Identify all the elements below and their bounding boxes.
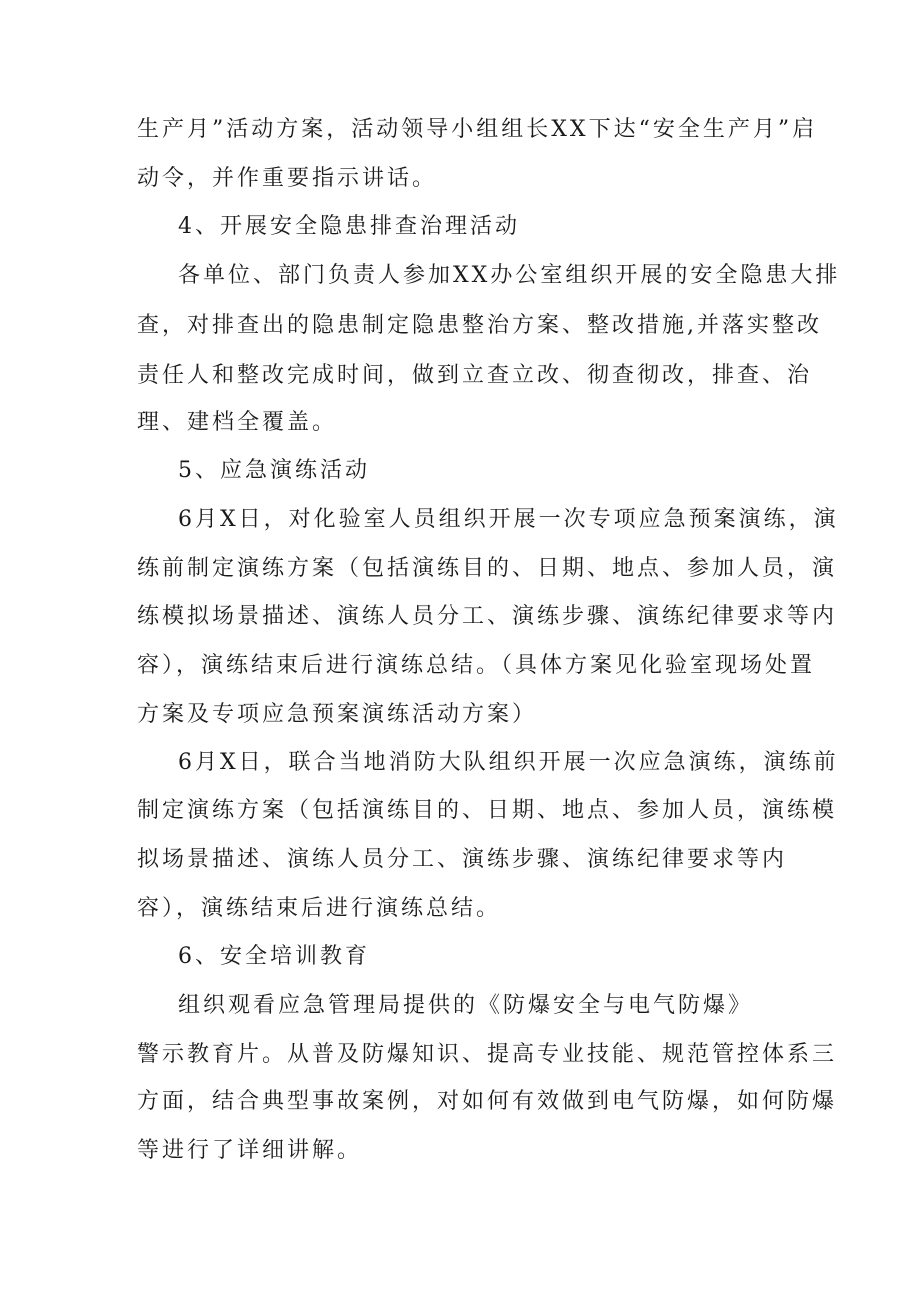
paragraph-line: 容），演练结束后进行演练总结。 xyxy=(137,896,502,921)
paragraph-line: 方案及专项应急预案演练活动方案） xyxy=(137,702,538,727)
paragraph-line: 动令，并作重要指示讲话。 xyxy=(137,166,438,191)
paragraph-line: 等进行了详细讲解。 xyxy=(137,1138,363,1163)
paragraph-line: 练前制定演练方案（包括演练目的、日期、地点、参加人员，演 xyxy=(137,556,838,581)
section-heading: 6、安全培训教育 xyxy=(178,944,370,969)
paragraph-line: 责任人和整改完成时间，做到立查立改、彻查彻改，排查、治 xyxy=(137,363,813,388)
paragraph-line: 组织观看应急管理局提供的《防爆安全与电气防爆》 xyxy=(178,993,754,1018)
paragraph-line: 容），演练结束后进行演练总结。（具体方案见化验室现场处置 xyxy=(137,653,816,678)
paragraph-line: 拟场景描述、演练人员分工、演练步骤、演练纪律要求等内 xyxy=(137,847,788,872)
paragraph-line: 6月X日，联合当地消防大队组织开展一次应急演练，演练前 xyxy=(178,750,839,775)
paragraph-line: 理、建档全覆盖。 xyxy=(137,410,338,435)
paragraph-line: 制定演练方案（包括演练目的、日期、地点、参加人员，演练模 xyxy=(137,798,838,823)
paragraph-line: 生产月”活动方案，活动领导小组组长XX下达“安全生产月”启 xyxy=(137,117,818,142)
paragraph-line: 各单位、部门负责人参加XX办公室组织开展的安全隐患大排 xyxy=(178,263,841,288)
section-heading: 5、应急演练活动 xyxy=(178,458,370,483)
paragraph-line: 练模拟场景描述、演练人员分工、演练步骤、演练纪律要求等内 xyxy=(137,604,838,629)
section-heading: 4、开展安全隐患排查治理活动 xyxy=(178,214,520,239)
paragraph-line: 6月X日，对化验室人员组织开展一次专项应急预案演练，演 xyxy=(178,507,839,532)
paragraph-line: 方面，结合典型事故案例，对如何有效做到电气防爆，如何防爆 xyxy=(137,1089,838,1114)
paragraph-line: 警示教育片。从普及防爆知识、提高专业技能、规范管控体系三 xyxy=(137,1042,838,1067)
paragraph-line: 查，对排查出的隐患制定隐患整治方案、整改措施,并落实整改 xyxy=(137,313,822,338)
